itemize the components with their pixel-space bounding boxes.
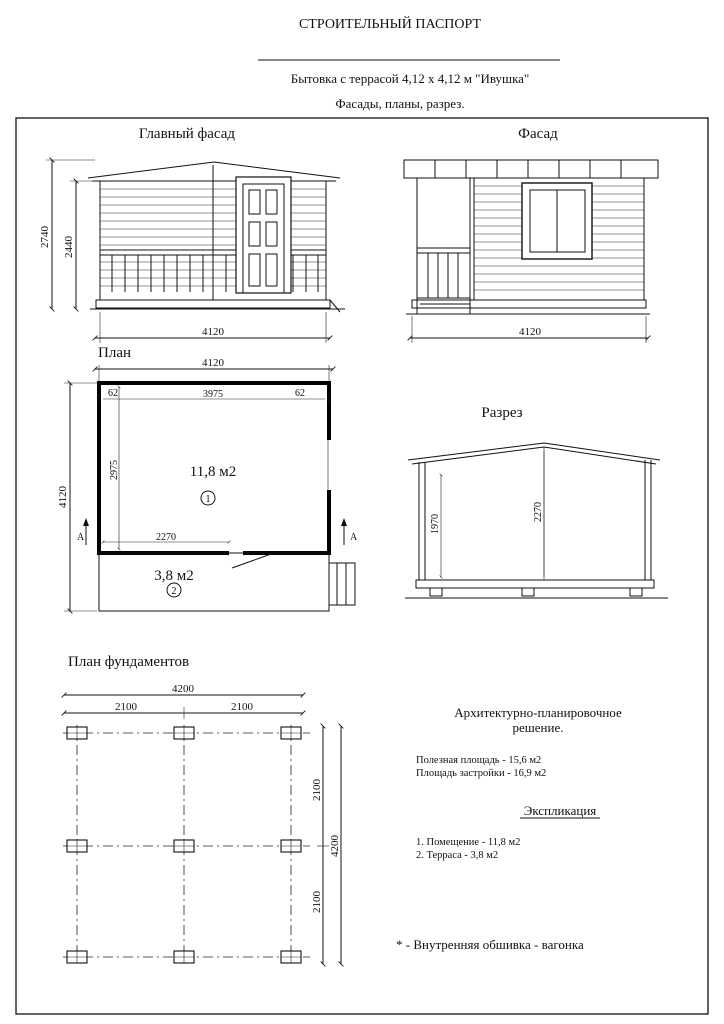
plan-drawing [57, 345, 358, 611]
foundation-span-1: 2100 [115, 701, 137, 713]
side-facade-drawing [404, 126, 658, 343]
explication-item-1: 1. Помещение - 11,8 м2 [416, 837, 521, 848]
foundation-span-2: 2100 [231, 701, 253, 713]
sheet-subtitle: Бытовка с террасой 4,12 х 4,12 м "Ивушка" [290, 71, 530, 86]
plan-wall-left: 62 [108, 388, 118, 399]
foundation-overall: 4200 [172, 683, 194, 695]
room-2-area: 3,8 м2 [154, 568, 194, 584]
sheet-title: СТРОИТЕЛЬНЫЙ ПАСПОРТ [298, 17, 482, 32]
room-1-number: 1 [205, 494, 211, 505]
foundation-plan-drawing [63, 654, 341, 965]
plan-inner-depth: 2975 [109, 460, 120, 480]
side-facade-width: 4120 [519, 326, 541, 338]
foundation-label: План фундаментов [68, 654, 190, 670]
sheet-subtitle-2: Фасады, планы, разрез. [335, 96, 465, 111]
plan-partition-length: 2270 [156, 532, 176, 543]
useful-area: Полезная площадь - 15,6 м2 [416, 755, 542, 766]
explication-item-2: 2. Терраса - 3,8 м2 [416, 850, 499, 861]
info-block [396, 705, 622, 952]
foundation-vspan-2: 2100 [311, 891, 323, 913]
foundation-vspan-1: 2100 [311, 779, 323, 801]
plan-label: План [98, 345, 132, 361]
arch-title-line-1: Архитектурно-планировочное [454, 705, 622, 720]
main-facade-drawing [39, 126, 345, 343]
main-facade-height-total: 2740 [39, 226, 51, 248]
section-wall-height: 1970 [430, 514, 441, 534]
side-facade-label: Фасад [518, 126, 558, 142]
plan-overall-width: 4120 [202, 357, 224, 369]
main-facade-width: 4120 [202, 326, 224, 338]
section-label: Разрез [481, 405, 523, 421]
plan-wall-right: 62 [295, 388, 305, 399]
built-area: Площадь застройки - 16,9 м2 [416, 768, 547, 779]
main-facade-label: Главный фасад [138, 126, 236, 142]
section-marker-right: A [350, 532, 358, 543]
section-ridge-height: 2270 [533, 502, 544, 522]
section-marker-left: A [77, 532, 85, 543]
main-facade-height-wall: 2440 [63, 236, 75, 258]
room-1-area: 11,8 м2 [189, 464, 237, 480]
plan-overall-depth: 4120 [57, 486, 69, 508]
explication-title: Экспликация [523, 803, 597, 818]
sheet-frame [16, 118, 708, 1014]
foundation-vertical-overall: 4200 [329, 835, 341, 857]
section-drawing [405, 405, 668, 598]
footnote: * - Внутренняя обшивка - вагонка [396, 937, 584, 952]
arch-title-line-2: решение. [512, 720, 564, 735]
room-2-number: 2 [171, 586, 177, 597]
plan-inner-width: 3975 [203, 389, 223, 400]
